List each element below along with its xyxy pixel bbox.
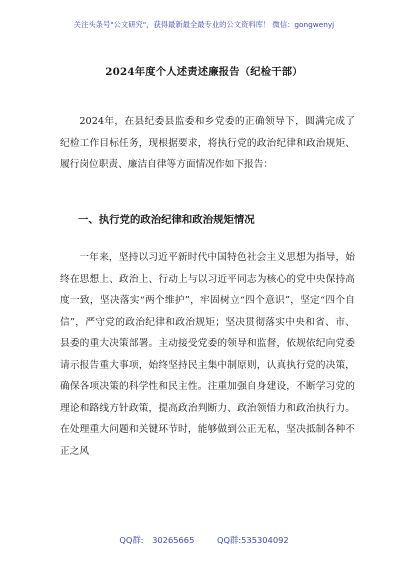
section-body-paragraph: 一年来，坚持以习近平新时代中国特色社会主义思想为指导，始终在思想上、政治上、行动上与以习近平同志为核心的党中央保持高度一致，坚决落实“两个维护”，牢固树立“四个意识”，坚定“四个自信”，严守党的政治纪律和政治规矩；坚决贯彻落实中央和省、市、县委的重大决策部署。主动接受党委的领导和监督，依规依纪向党委请示报告重大事项，始终坚持民主集中制原则，认真执行党的决策，确保各项决策的科学性和民主性。注重加强自身建设，不断学习党的理论和路线方针政策，提高政治判断力、政治领悟力和政治执行力。在处理重大问题和关键环节时，能够做到公正无私，坚决抵制各种不正之风	[60, 252, 355, 457]
footer-contact	[0, 534, 408, 546]
document-title: 2024年度个人述责述廉报告（纪检干部）	[105, 66, 303, 78]
qq-group-1: QQ群: 30265665	[119, 535, 195, 545]
qq-group-2: QQ群:535304092	[217, 535, 289, 545]
top-banner: 关注头条号"公文研究"，获得最新最全最专业的公文资料库！ 微信：gongwenyj	[73, 20, 335, 29]
intro-paragraph: 2024年，在县纪委县监委和乡党委的正确领导下，圆满完成了纪检工作目标任务，现根据要求，将执行党的政治纪律和政治规矩、履行岗位职责、廉洁自律等方面情况作如下报告：	[60, 116, 355, 170]
section-heading: 一、执行党的政治纪律和政治规矩情况	[78, 214, 255, 226]
